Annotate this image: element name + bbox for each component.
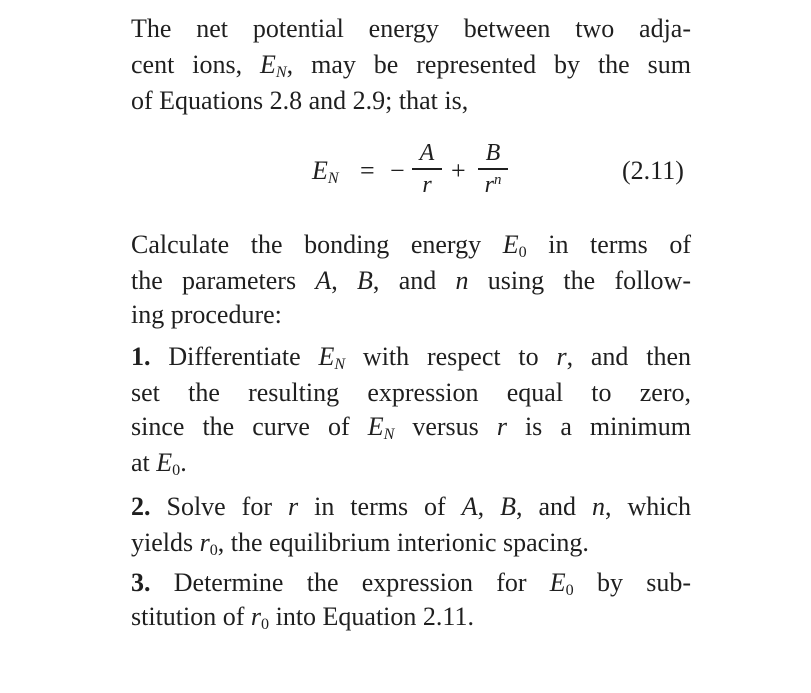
text: into Equation 2.11. — [269, 602, 474, 631]
subscript-0: 0 — [518, 244, 527, 262]
step2-line1 — [131, 490, 691, 524]
variable-b: B — [500, 492, 516, 521]
text: The net potential energy between two adja- — [131, 14, 691, 43]
variable-r: r — [199, 528, 210, 557]
equation-number: (2.11) — [622, 156, 684, 185]
fraction-b-over-r-n — [478, 140, 508, 198]
variable-e: E — [318, 342, 335, 371]
text: Determine the expression for — [150, 568, 550, 597]
variable-a: A — [461, 492, 478, 521]
numerator-a: A — [419, 140, 435, 166]
subscript-n: N — [275, 64, 287, 82]
text: in terms of — [526, 230, 691, 259]
text: ing procedure: — [131, 300, 282, 329]
subscript-0: 0 — [261, 616, 270, 634]
variable-r: r — [496, 412, 507, 441]
text: Calculate the bonding energy — [131, 230, 503, 259]
text: Solve for — [150, 492, 288, 521]
step1-line3 — [131, 410, 691, 444]
subscript-n: N — [383, 426, 395, 444]
subscript-0: 0 — [565, 582, 574, 600]
paragraph1-line3 — [131, 84, 691, 118]
numerator-b: B — [485, 140, 501, 166]
subscript-0: 0 — [172, 462, 181, 480]
paragraph2-line1 — [131, 228, 691, 262]
variable-e: E — [502, 230, 519, 259]
plus-sign: + — [451, 156, 466, 185]
variable-e: E — [367, 412, 384, 441]
paragraph2-line3 — [131, 298, 691, 332]
text: with respect to — [345, 342, 557, 371]
text: Differentiate — [150, 342, 319, 371]
text: . — [180, 448, 187, 477]
variable-n: n — [455, 266, 469, 295]
text: , and — [515, 492, 592, 521]
denominator-r: r — [422, 171, 432, 198]
text: in terms of — [298, 492, 462, 521]
base-r: r — [484, 171, 494, 198]
step1-line4 — [131, 446, 691, 480]
step2-line2 — [131, 526, 691, 560]
text: , which — [604, 492, 692, 521]
paragraph1-line1 — [131, 12, 691, 46]
variable-e: E — [156, 448, 173, 477]
equation-2-11 — [0, 140, 811, 210]
variable-e: E — [549, 568, 566, 597]
text: yields — [131, 528, 200, 557]
text: since the curve of — [131, 412, 368, 441]
text: , and then — [566, 342, 691, 371]
text: using the follow- — [468, 266, 691, 295]
equals-sign: = — [360, 156, 375, 185]
variable-e: E — [312, 156, 328, 185]
fraction-bar — [478, 168, 508, 170]
subscript-n: N — [334, 356, 346, 374]
denominator-r-n — [478, 172, 508, 198]
fraction-a-over-r — [412, 140, 442, 198]
minus-sign: − — [390, 156, 405, 185]
fraction-bar — [412, 168, 442, 170]
variable-b: B — [357, 266, 373, 295]
variable-r: r — [288, 492, 299, 521]
text: , — [331, 266, 358, 295]
subscript-0: 0 — [209, 542, 218, 560]
text: stitution of — [131, 602, 251, 631]
paragraph1-line2 — [131, 48, 691, 82]
step3-line2 — [131, 600, 691, 634]
text: by sub- — [573, 568, 691, 597]
variable-a: A — [315, 266, 332, 295]
step1-line1 — [131, 340, 691, 374]
text: at — [131, 448, 157, 477]
text: set the resulting expression equal to zero, — [131, 378, 691, 407]
text: is a minimum — [506, 412, 692, 441]
variable-n: n — [591, 492, 605, 521]
text: versus — [394, 412, 497, 441]
paragraph2-line2 — [131, 264, 691, 298]
text: the parameters — [131, 266, 316, 295]
equation-lhs — [312, 156, 339, 186]
text: cent ions, — [131, 50, 261, 79]
step-number: 1. — [131, 342, 151, 371]
text: , the equilibrium interionic spacing. — [217, 528, 589, 557]
step1-line2 — [131, 376, 691, 410]
variable-r: r — [556, 342, 567, 371]
text: of Equations 2.8 and 2.9; that is, — [131, 86, 469, 115]
variable-e: E — [260, 50, 276, 79]
subscript-n: N — [327, 170, 339, 188]
exponent-n: n — [493, 171, 502, 188]
text: , — [477, 492, 501, 521]
text: , and — [372, 266, 456, 295]
text: , may be represented by the sum — [286, 50, 691, 79]
variable-r: r — [250, 602, 262, 631]
step3-line1 — [131, 566, 691, 600]
step-number: 3. — [131, 568, 151, 597]
step-number: 2. — [131, 492, 151, 521]
